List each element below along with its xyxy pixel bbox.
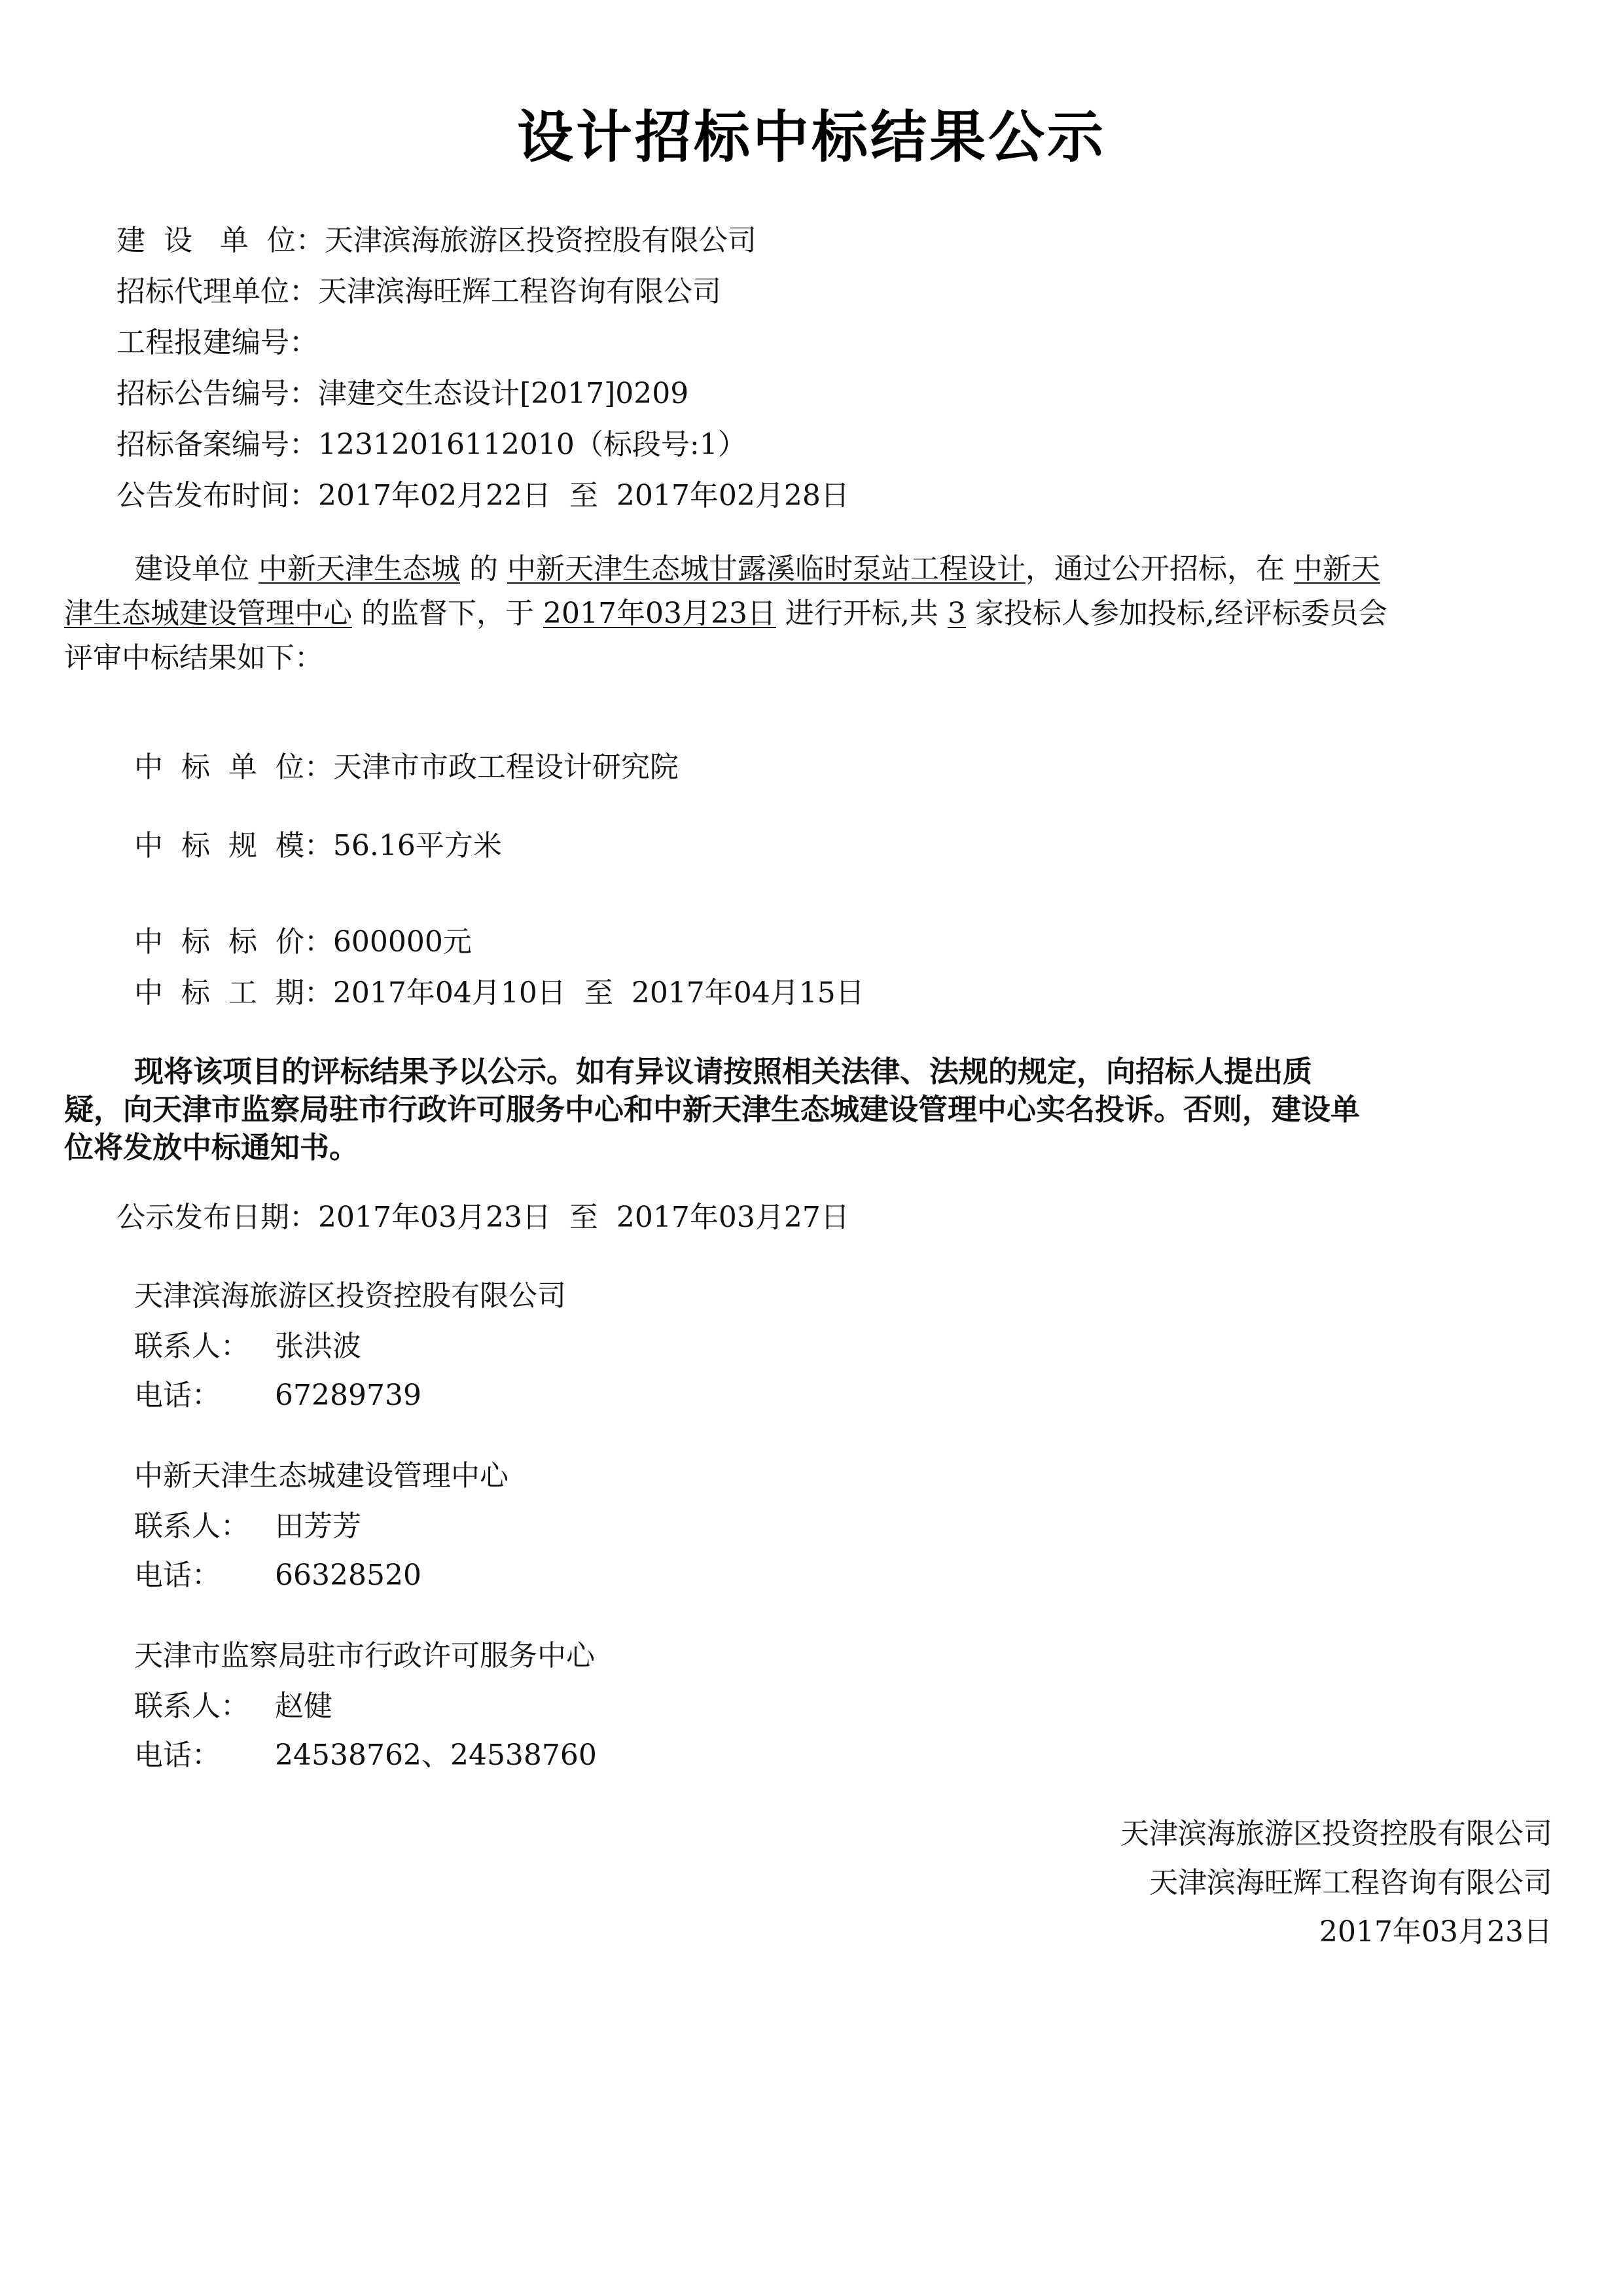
intro-text: 家投标人参加投标,经评标委员会 <box>965 597 1387 630</box>
publish-time-label: 公告发布时间： <box>116 479 318 512</box>
announce-label: 公示发布日期： <box>116 1201 318 1234</box>
announce-row <box>116 1199 849 1236</box>
contact-person-label: 联系人： <box>134 1510 249 1543</box>
notice-line-1: 现将该项目的评标结果予以公示。如有异议请按照相关法律、法规的规定，向招标人提出质 <box>134 1054 1313 1089</box>
contact-phone: 24538762、24538760 <box>275 1739 597 1772</box>
winner-value: 天津市市政工程设计研究院 <box>332 751 679 784</box>
publish-time-value: 2017年02月22日 至 2017年02月28日 <box>318 479 849 512</box>
contact-person-label: 联系人： <box>134 1689 249 1723</box>
supervisor-part-1: 中新天 <box>1293 552 1380 586</box>
contact-phone-row <box>134 1737 597 1774</box>
bidder-count: 3 <box>947 597 966 630</box>
agent-value: 天津滨海旺辉工程咨询有限公司 <box>318 275 721 308</box>
scale-row <box>134 828 502 864</box>
intro-text: 进行开标,共 <box>776 597 948 630</box>
contact-phone-label: 电话： <box>134 1739 221 1772</box>
notice-no-row <box>116 376 688 412</box>
period-label: 中 标 工 期： <box>134 976 333 1010</box>
winner-label: 中 标 单 位： <box>134 751 333 784</box>
agent-label: 招标代理单位： <box>116 275 318 308</box>
builder-value: 天津滨海旅游区投资控股有限公司 <box>324 224 757 257</box>
contact-org: 中新天津生态城建设管理中心 <box>134 1459 508 1492</box>
scale-label: 中 标 规 模： <box>134 829 333 862</box>
project-no-label: 工程报建编号： <box>116 326 318 359</box>
contact-phone: 67289739 <box>275 1379 421 1412</box>
period-row <box>134 975 865 1012</box>
intro-text: 的监督下，于 <box>352 597 543 630</box>
contact-person-row <box>134 1508 361 1545</box>
contact-person: 赵健 <box>275 1689 332 1723</box>
project-name: 中新天津生态城甘露溪临时泵站工程设计 <box>507 552 1026 586</box>
contact-phone: 66328520 <box>275 1559 421 1592</box>
intro-line-1 <box>134 551 1380 588</box>
contact-phone-label: 电话： <box>134 1559 221 1592</box>
period-value: 2017年04月10日 至 2017年04月15日 <box>332 976 865 1010</box>
supervisor-part-2: 津生态城建设管理中心 <box>64 597 352 630</box>
notice-no-label: 招标公告编号： <box>116 377 318 410</box>
price-row <box>134 924 472 961</box>
contact-org: 天津市监察局驻市行政许可服务中心 <box>134 1639 595 1672</box>
contact-person-label: 联系人： <box>134 1330 249 1363</box>
builder-label: 建 设 单 位： <box>116 224 325 257</box>
price-label: 中 标 标 价： <box>134 925 333 959</box>
record-no-row <box>116 427 747 463</box>
scale-value: 56.16平方米 <box>332 829 502 862</box>
intro-line-2 <box>64 595 1387 632</box>
open-date: 2017年03月23日 <box>543 597 776 630</box>
contact-phone-row <box>134 1377 421 1414</box>
construction-unit: 中新天津生态城 <box>259 552 460 586</box>
notice-line-3: 位将发放中标通知书。 <box>64 1130 359 1165</box>
contact-person-row <box>134 1328 361 1365</box>
signature-org-1: 天津滨海旅游区投资控股有限公司 <box>1120 1817 1552 1850</box>
signature-date: 2017年03月23日 <box>1319 1915 1552 1949</box>
announce-value: 2017年03月23日 至 2017年03月27日 <box>318 1201 849 1234</box>
contact-org: 天津滨海旅游区投资控股有限公司 <box>134 1279 566 1313</box>
contact-person-row <box>134 1688 332 1725</box>
intro-text: 建设单位 <box>134 552 259 586</box>
record-no-value: 12312016112010（标段号:1） <box>318 428 747 461</box>
intro-line-3: 评审中标结果如下： <box>64 641 323 675</box>
contact-person: 田芳芳 <box>275 1510 361 1543</box>
winner-row <box>134 749 679 786</box>
agent-row <box>116 274 721 310</box>
notice-line-2: 疑，向天津市监察局驻市行政许可服务中心和中新天津生态城建设管理中心实名投诉。否则，建设单 <box>64 1092 1361 1127</box>
document-title: 设计招标中标结果公示 <box>517 105 1106 170</box>
contact-phone-label: 电话： <box>134 1379 221 1412</box>
intro-text: ，通过公开招标，在 <box>1025 552 1294 586</box>
signature-org-2: 天津滨海旺辉工程咨询有限公司 <box>1149 1866 1552 1899</box>
notice-no-value: 津建交生态设计[2017]0209 <box>318 377 689 410</box>
publish-time-row <box>116 478 849 514</box>
project-no-row <box>116 325 318 361</box>
contact-person: 张洪波 <box>275 1330 361 1363</box>
price-value: 600000元 <box>332 925 472 959</box>
contact-phone-row <box>134 1557 421 1594</box>
builder-row <box>116 222 757 259</box>
intro-text: 的 <box>460 552 507 586</box>
record-no-label: 招标备案编号： <box>116 428 318 461</box>
